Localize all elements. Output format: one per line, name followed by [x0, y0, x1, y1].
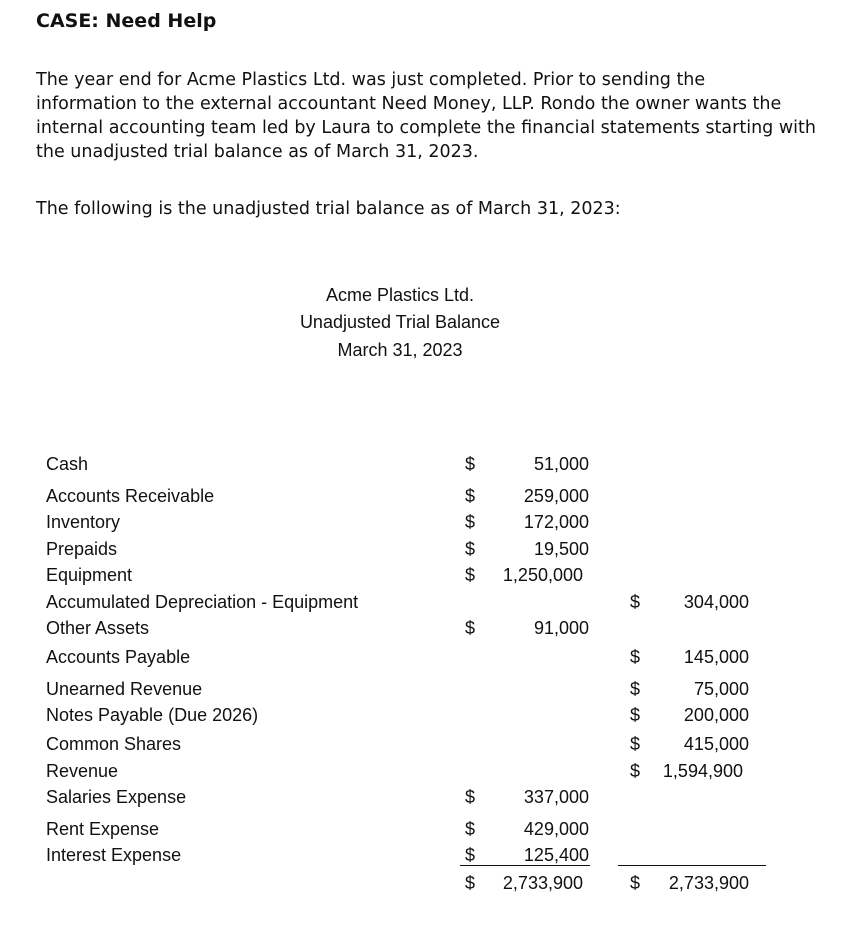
table-row — [0, 787, 853, 813]
debit-dollar-sign: $ — [465, 454, 476, 474]
table-row — [0, 565, 853, 591]
debit-dollar-sign: $ — [465, 845, 476, 865]
debit-amount: 51,000 — [533, 454, 589, 474]
intro-line: The year end for Acme Plastics Ltd. was just completed. Prior to sending the — [36, 70, 706, 90]
account-name: Notes Payable (Due 2026) — [46, 705, 259, 725]
credit-total-rule — [618, 865, 766, 866]
debit-amount: 19,500 — [533, 539, 589, 559]
credit-total: 2,733,900 — [668, 873, 749, 893]
table-row — [0, 761, 853, 787]
table-row — [0, 647, 853, 673]
account-name: Common Shares — [46, 734, 182, 754]
statement-title: Unadjusted Trial Balance — [299, 312, 501, 332]
debit-amount: 259,000 — [523, 486, 589, 506]
table-row — [0, 618, 853, 644]
table-row — [0, 539, 853, 565]
account-name: Salaries Expense — [46, 787, 187, 807]
intro-line: information to the external accountant Need Money, LLP. Rondo the owner wants the — [36, 94, 782, 114]
table-row — [0, 845, 853, 871]
debit-amount: 125,400 — [523, 845, 589, 865]
case-title: CASE: Need Help — [36, 10, 217, 32]
statement-date: March 31, 2023 — [337, 340, 463, 360]
credit-total-dollar-sign: $ — [630, 873, 641, 893]
account-name: Unearned Revenue — [46, 679, 203, 699]
account-name: Other Assets — [46, 618, 150, 638]
table-row — [0, 512, 853, 538]
credit-dollar-sign: $ — [630, 705, 641, 725]
credit-amount: 415,000 — [683, 734, 749, 754]
account-name: Rent Expense — [46, 819, 160, 839]
debit-dollar-sign: $ — [465, 819, 476, 839]
debit-dollar-sign: $ — [465, 565, 476, 585]
table-row — [0, 454, 853, 480]
credit-amount: 75,000 — [693, 679, 749, 699]
debit-dollar-sign: $ — [465, 618, 476, 638]
debit-dollar-sign: $ — [465, 539, 476, 559]
following-sentence: The following is the unadjusted trial balance as of March 31, 2023: — [36, 199, 621, 219]
account-name: Accounts Payable — [46, 647, 191, 667]
debit-dollar-sign: $ — [465, 486, 476, 506]
debit-amount: 337,000 — [523, 787, 589, 807]
table-row — [0, 486, 853, 512]
table-row — [0, 592, 853, 618]
account-name: Equipment — [46, 565, 133, 585]
table-row — [0, 679, 853, 705]
credit-dollar-sign: $ — [630, 761, 641, 781]
account-name: Accounts Receivable — [46, 486, 215, 506]
account-name: Prepaids — [46, 539, 118, 559]
totals-row — [0, 873, 853, 899]
company-name: Acme Plastics Ltd. — [325, 285, 475, 305]
intro-line: the unadjusted trial balance as of March 31, 2023. — [36, 142, 479, 162]
account-name: Inventory — [46, 512, 121, 532]
intro-paragraph — [36, 68, 836, 164]
account-name: Cash — [46, 454, 89, 474]
debit-amount: 429,000 — [523, 819, 589, 839]
debit-total-rule — [460, 865, 590, 866]
debit-total-dollar-sign: $ — [465, 873, 476, 893]
table-row — [0, 734, 853, 760]
debit-dollar-sign: $ — [465, 512, 476, 532]
account-name: Interest Expense — [46, 845, 182, 865]
debit-amount: 1,250,000 — [502, 565, 583, 585]
debit-dollar-sign: $ — [465, 787, 476, 807]
credit-dollar-sign: $ — [630, 734, 641, 754]
credit-dollar-sign: $ — [630, 592, 641, 612]
debit-amount: 91,000 — [533, 618, 589, 638]
debit-total: 2,733,900 — [502, 873, 583, 893]
table-row — [0, 705, 853, 731]
credit-dollar-sign: $ — [630, 647, 641, 667]
credit-dollar-sign: $ — [630, 679, 641, 699]
debit-amount: 172,000 — [523, 512, 589, 532]
account-name: Revenue — [46, 761, 119, 781]
credit-amount: 145,000 — [683, 647, 749, 667]
intro-line: internal accounting team led by Laura to complete the financial statements starting with — [36, 118, 816, 138]
credit-amount: 1,594,900 — [662, 761, 743, 781]
table-row — [0, 819, 853, 845]
account-name: Accumulated Depreciation - Equipment — [46, 592, 359, 612]
credit-amount: 200,000 — [683, 705, 749, 725]
credit-amount: 304,000 — [683, 592, 749, 612]
